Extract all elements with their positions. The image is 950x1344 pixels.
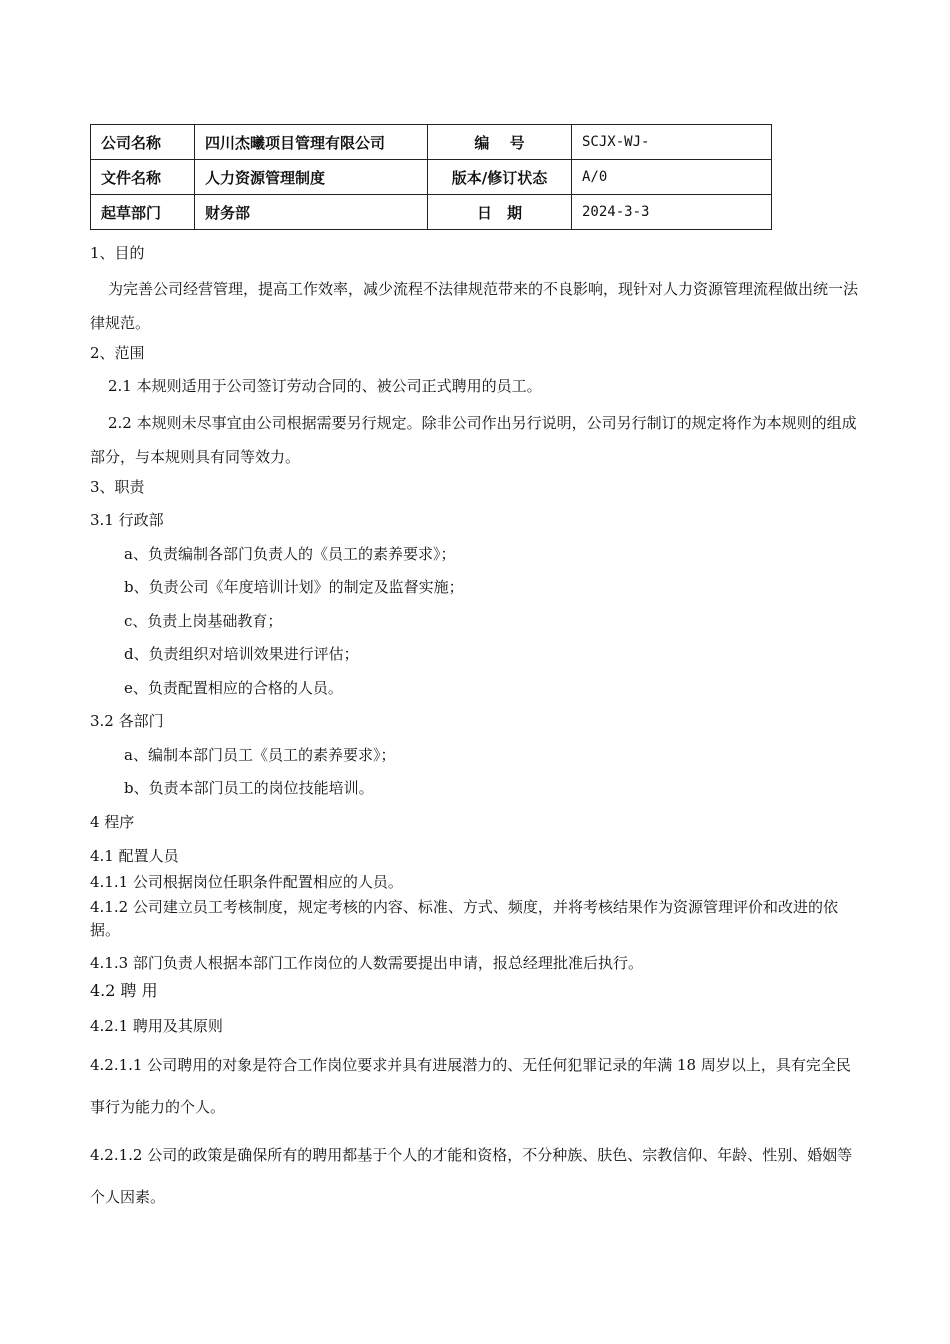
doc-number-label: 编 号	[428, 125, 572, 160]
company-name-label: 公司名称	[91, 125, 195, 160]
section-3-1-heading: 3.1 行政部	[90, 511, 164, 529]
list-item: a、负责编制各部门负责人的《员工的素养要求》；	[124, 545, 456, 563]
file-name-label: 文件名称	[91, 160, 195, 195]
section-2-2-paragraph: 2.2 本规则未尽事宜由公司根据需要另行规定。除非公司作出另行说明，公司另行制订的规定将作为本规则的组成部分，与本规则具有同等效力。	[90, 414, 857, 466]
table-row	[91, 160, 772, 195]
section-4-1-2-paragraph: 4.1.2 公司建立员工考核制度，规定考核的内容、标准、方式、频度，并将考核结果作为资源管理评价和改进的依据。	[90, 898, 838, 939]
version-label: 版本/修订状态	[428, 160, 572, 195]
department-value: 财务部	[195, 195, 428, 230]
section-4-2-1-heading: 4.2.1 聘用及其原则	[90, 1017, 223, 1035]
document-header-table	[90, 124, 772, 230]
doc-number-value: SCJX-WJ-	[572, 125, 772, 160]
list-item: b、负责公司《年度培训计划》的制定及监督实施；	[124, 578, 464, 596]
section-1-paragraph: 为完善公司经营管理，提高工作效率，减少流程不法律规范带来的不良影响，现针对人力资源管理流程做出统一法律规范。	[90, 280, 859, 332]
table-row	[91, 125, 772, 160]
list-item: c、负责上岗基础教育；	[124, 612, 283, 630]
section-2-1-paragraph: 2.1 本规则适用于公司签订劳动合同的、被公司正式聘用的员工。	[108, 377, 542, 395]
section-4-heading: 4 程序	[90, 813, 135, 831]
section-4-2-1-1-paragraph: 4.2.1.1 公司聘用的对象是符合工作岗位要求并具有进展潜力的、无任何犯罪记录的年满 18 周岁以上，具有完全民事行为能力的个人。	[90, 1056, 851, 1116]
department-label: 起草部门	[91, 195, 195, 230]
section-4-2-1-2-paragraph: 4.2.1.2 公司的政策是确保所有的聘用都基于个人的才能和资格，不分种族、肤色、宗教信仰、年龄、性别、婚姻等个人因素。	[90, 1146, 853, 1206]
section-1-heading: 1、目的	[90, 244, 145, 262]
section-2-heading: 2、范围	[90, 344, 145, 362]
version-value: A/0	[572, 160, 772, 195]
list-item: b、负责本部门员工的岗位技能培训。	[124, 779, 374, 797]
company-name-value: 四川杰曦项目管理有限公司	[195, 125, 428, 160]
date-label: 日 期	[428, 195, 572, 230]
section-4-1-heading: 4.1 配置人员	[90, 847, 179, 865]
list-item: e、负责配置相应的合格的人员。	[124, 679, 343, 697]
section-4-1-1-paragraph: 4.1.1 公司根据岗位任职条件配置相应的人员。	[90, 873, 403, 891]
date-value: 2024-3-3	[572, 195, 772, 230]
file-name-value: 人力资源管理制度	[195, 160, 428, 195]
table-row	[91, 195, 772, 230]
list-item: a、编制本部门员工《员工的素养要求》；	[124, 746, 396, 764]
section-3-2-heading: 3.2 各部门	[90, 712, 164, 730]
section-4-2-heading: 4.2 聘 用	[90, 981, 158, 1000]
section-3-heading: 3、职责	[90, 478, 145, 496]
section-4-1-3-paragraph: 4.1.3 部门负责人根据本部门工作岗位的人数需要提出申请，报总经理批准后执行。	[90, 954, 643, 972]
list-item: d、负责组织对培训效果进行评估；	[124, 645, 359, 663]
